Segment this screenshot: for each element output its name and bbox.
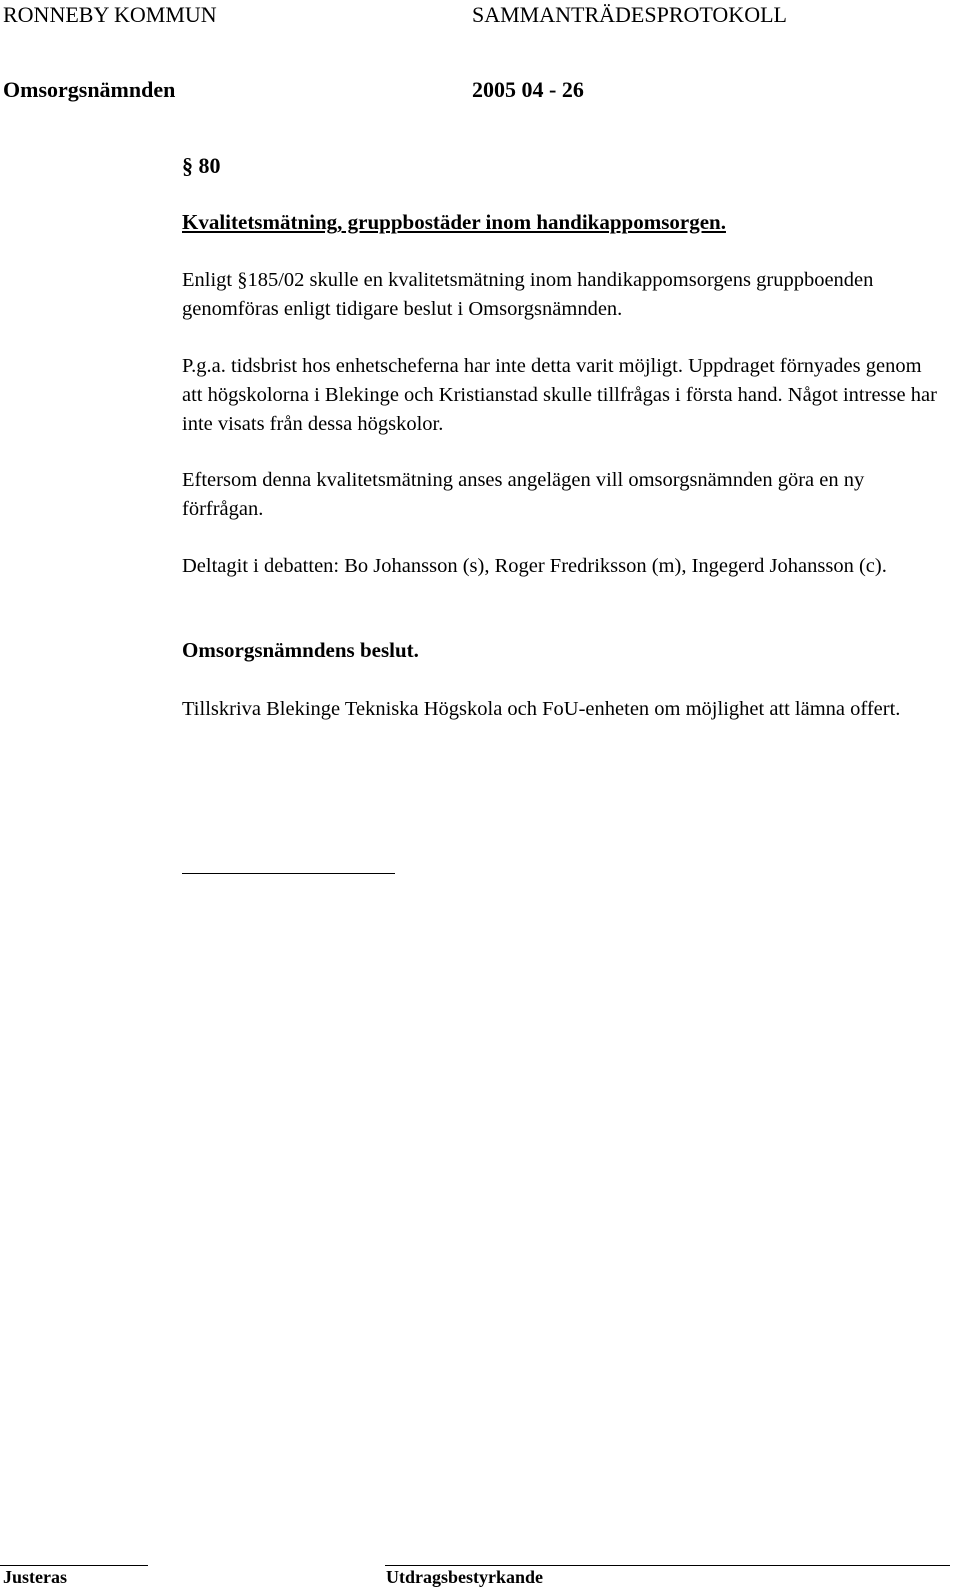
- paragraph-proposal: Eftersom denna kvalitetsmätning anses angelägen vill omsorgsnämnden göra en ny förfrågan.: [182, 469, 865, 520]
- committee-name: Omsorgsnämnden: [3, 77, 176, 102]
- footer-rule-left: [0, 1565, 148, 1566]
- section-title: Kvalitetsmätning, gruppbostäder inom handikappomsorgen.: [182, 210, 726, 234]
- municipality-name: RONNEBY KOMMUN: [3, 2, 217, 27]
- meeting-date: 2005 04 - 26: [472, 77, 584, 102]
- paragraph-background: Enligt §185/02 skulle en kvalitetsmätning inom handikappomsorgens gruppboenden genomföras enligt tidigare beslut i Omsorgsnämnden.: [182, 269, 874, 320]
- footer-utdragsbestyrkande: Utdragsbestyrkande: [386, 1567, 544, 1587]
- decision-heading: Omsorgsnämndens beslut.: [182, 638, 419, 662]
- footer-rule-right: [385, 1565, 950, 1566]
- footer-justeras: Justeras: [3, 1567, 67, 1587]
- decision-text: Tillskriva Blekinge Tekniska Högskola och FoU-enheten om möjlighet att lämna offert.: [182, 698, 901, 720]
- paragraph-status: P.g.a. tidsbrist hos enhetscheferna har inte detta varit möjligt. Uppdraget förnyades genom att högskolorna i Blekinge och Kristianstad skulle tillfrågas i första hand. Något intresse har inte visats från dessa högskolor.: [182, 355, 937, 435]
- paragraph-debate: Deltagit i debatten: Bo Johansson (s), Roger Fredriksson (m), Ingegerd Johansson (c).: [182, 555, 887, 577]
- section-number: § 80: [182, 153, 221, 178]
- signature-line: [182, 873, 395, 874]
- document-type: SAMMANTRÄDESPROTOKOLL: [472, 2, 787, 27]
